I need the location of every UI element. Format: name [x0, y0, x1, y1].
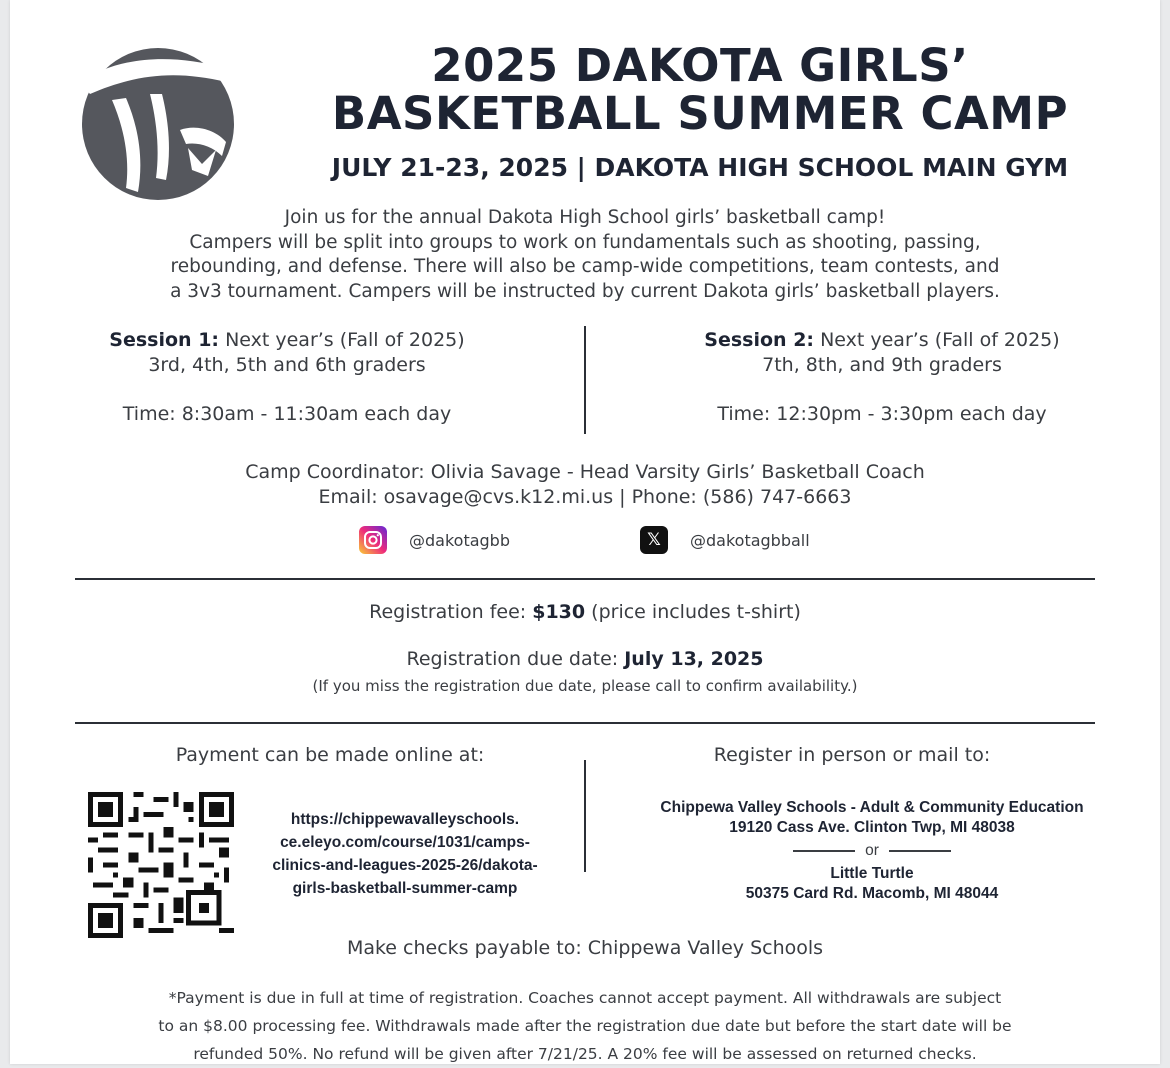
session-divider — [584, 326, 586, 434]
instagram-social[interactable] — [359, 526, 510, 554]
page-title-line-2: BASKETBALL SUMMER CAMP — [331, 87, 1069, 140]
intro-line: Campers will be split into groups to work on fundamentals such as shooting, passing, — [189, 231, 981, 253]
fine-print-line: *Payment is due in full at time of registration. Coaches cannot accept payment. All withdrawals are subject — [168, 989, 1002, 1007]
coordinator-contact — [70, 460, 1100, 510]
or-text: or — [865, 842, 879, 859]
missed-deadline-note: (If you miss the registration due date, please call to confirm availability.) — [312, 677, 858, 695]
fine-print — [50, 984, 1120, 1068]
session-label: Session 2: — [704, 329, 815, 351]
url-line: ce.eleyo.com/course/1031/camps- — [280, 834, 530, 851]
fee-label: Registration fee: — [369, 601, 527, 623]
address-1-name: Chippewa Valley Schools - Adult & Community Education — [660, 799, 1084, 816]
checks-payable-line: Make checks payable to: Chippewa Valley Schools — [346, 937, 824, 959]
instagram-handle: @dakotagbb — [409, 530, 510, 550]
fine-print-line: refunded 50%. No refund will be given after 7/21/25. A 20% fee will be assessed on returned checks. — [193, 1045, 977, 1063]
fee-note: (price includes t-shirt) — [591, 601, 801, 623]
intro-paragraph — [70, 206, 1100, 304]
flyer-page — [10, 0, 1160, 1064]
url-line: girls-basketball-summer-camp — [292, 880, 518, 897]
session-desc: Next year’s (Fall of 2025) — [225, 329, 465, 351]
x-logo-icon: 𝕏 — [640, 526, 668, 554]
email-phone-line: Email: osavage@cvs.k12.mi.us | Phone: (586) 747-6663 — [318, 486, 852, 508]
intro-line: Join us for the annual Dakota High School girls’ basketball camp! — [284, 207, 886, 228]
mail-heading: Register in person or mail to: — [713, 744, 991, 766]
fine-print-line: to an $8.00 processing fee. Withdrawals made after the registration due date but before the start date will be — [158, 1017, 1012, 1035]
payment-heading: Payment can be made online at: — [175, 744, 485, 766]
page-title-line-1: 2025 DAKOTA GIRLS’ — [431, 39, 969, 92]
session-label: Session 1: — [109, 329, 220, 351]
coordinator-line: Camp Coordinator: Olivia Savage - Head Varsity Girls’ Basketball Coach — [245, 461, 925, 483]
fee-value: $130 — [532, 601, 586, 623]
session-time: Time: 12:30pm - 3:30pm each day — [717, 403, 1047, 425]
payment-url[interactable] — [240, 808, 570, 900]
intro-line: rebounding, and defense. There will also be camp-wide competitions, team contests, and — [170, 256, 1000, 277]
session-desc: Next year’s (Fall of 2025) — [820, 329, 1060, 351]
url-line: https://chippewavalleyschools. — [290, 811, 520, 828]
session-grades: 7th, 8th, and 9th graders — [762, 354, 1002, 376]
intro-line: a 3v3 tournament. Campers will be instructed by current Dakota girls’ basketball players. — [170, 280, 1000, 302]
address-2-street: 50375 Card Rd. Macomb, MI 48044 — [745, 885, 999, 902]
due-value: July 13, 2025 — [624, 648, 764, 670]
address-1-street: 19120 Cass Ave. Clinton Twp, MI 48038 — [729, 819, 1015, 836]
x-social[interactable] — [640, 526, 810, 554]
qr-code[interactable] — [88, 792, 234, 938]
url-line: clinics-and-leagues-2025-26/dakota- — [272, 857, 538, 874]
mailing-addresses — [602, 798, 1142, 904]
dakota-logo-icon — [76, 38, 236, 204]
due-label: Registration due date: — [406, 648, 619, 670]
divider-bottom — [75, 722, 1095, 724]
session-1-info — [37, 328, 537, 427]
session-2-info — [632, 328, 1132, 427]
date-location-subtitle: JULY 21-23, 2025 | DAKOTA HIGH SCHOOL MAIN GYM — [331, 153, 1069, 182]
or-separator — [602, 838, 1142, 864]
divider-top — [75, 578, 1095, 580]
registration-due-date — [70, 647, 1100, 672]
registration-fee — [70, 600, 1100, 625]
session-time: Time: 8:30am - 11:30am each day — [122, 403, 452, 425]
x-handle: @dakotagbball — [690, 530, 810, 550]
payment-divider — [584, 760, 586, 872]
instagram-icon — [359, 526, 387, 554]
session-grades: 3rd, 4th, 5th and 6th graders — [148, 354, 426, 376]
address-2-name: Little Turtle — [830, 865, 914, 882]
